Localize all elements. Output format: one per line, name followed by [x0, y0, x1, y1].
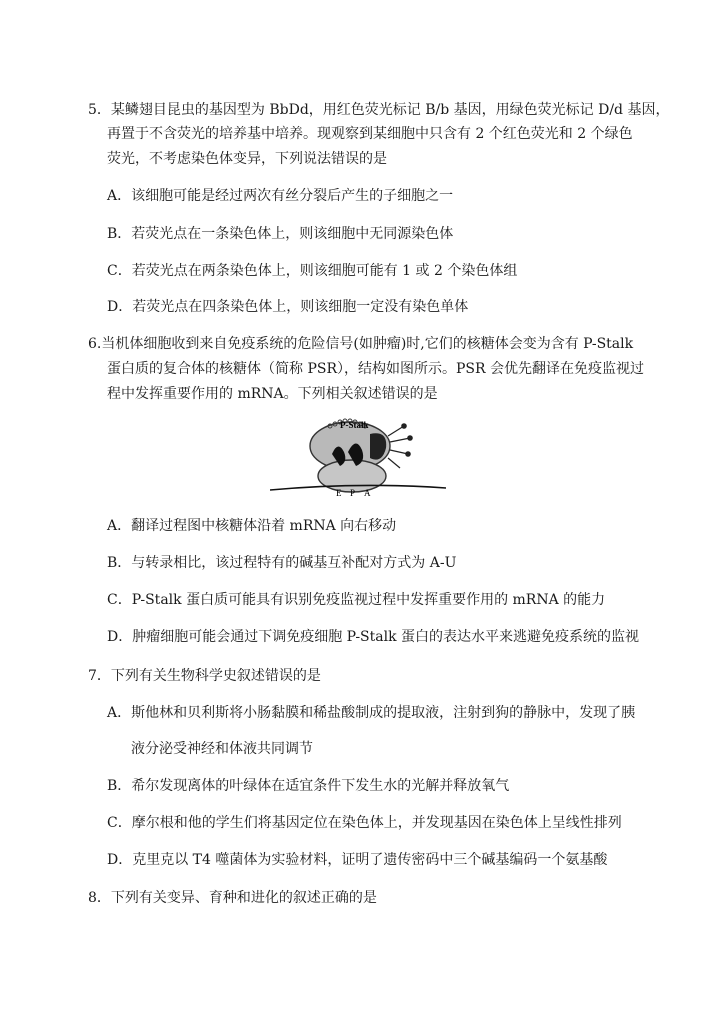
q6-option-b: B．与转录相比，该过程特有的碱基互补配对方式为 A-U	[107, 555, 457, 571]
q5-option-c: C．若荧光点在两条染色体上，则该细胞可能有 1 或 2 个染色体组	[107, 263, 518, 279]
q6-stem-line1: 6.当机体细胞收到来自免疫系统的危险信号(如肿瘤)时,它们的核糖体会变为含有 P-Stalk	[88, 336, 634, 352]
q7-stem: 7．下列有关生物科学史叙述错误的是	[88, 668, 321, 684]
signal-lines	[388, 424, 412, 468]
q7-option-d: D．克里克以 T4 噬菌体为实验材料，证明了遗传密码中三个碱基编码一个氨基酸	[107, 852, 608, 868]
p-stalk-label: P-Stalk	[340, 420, 369, 430]
q6-stem-line3: 程中发挥重要作用的 mRNA。下列相关叙述错误的是	[107, 386, 438, 402]
q7-option-a-line2: 液分泌受神经和体液共同调节	[131, 741, 313, 757]
q5-option-b: B．若荧光点在一条染色体上，则该细胞中无同源染色体	[107, 226, 454, 242]
q6-option-d: D．肿瘤细胞可能会通过下调免疫细胞 P-Stalk 蛋白的表达水平来逃避免疫系统的监视	[107, 629, 640, 645]
ribosome-diagram	[270, 412, 446, 498]
q5-option-a: A．该细胞可能是经过两次有丝分裂后产生的子细胞之一	[107, 188, 454, 204]
ribosome-figure	[270, 412, 446, 498]
site-a-label: A	[364, 488, 371, 498]
q5-option-d: D．若荧光点在四条染色体上，则该细胞一定没有染色单体	[107, 299, 469, 315]
q6-option-a: A．翻译过程图中核糖体沿着 mRNA 向右移动	[107, 518, 397, 534]
site-p-label: P	[350, 488, 356, 498]
q5-stem-line3: 荧光，不考虑染色体变异，下列说法错误的是	[107, 151, 387, 167]
q5-stem-line1: 5．某鳞翅目昆虫的基因型为 BbDd，用红色荧光标记 B/b 基因，用绿色荧光标记 D/d 基因，	[88, 102, 670, 118]
q7-option-a-line1: A．斯他林和贝利斯将小肠黏膜和稀盐酸制成的提取液，注射到狗的静脉中，发现了胰	[107, 705, 636, 721]
q8-stem: 8．下列有关变异、育种和进化的叙述正确的是	[88, 890, 377, 906]
q6-option-c: C．P-Stalk 蛋白质可能具有识别免疫监视过程中发挥重要作用的 mRNA 的能力	[107, 592, 606, 608]
q6-stem-line2: 蛋白质的复合体的核糖体（简称 PSR），结构如图所示。PSR 会优先翻译在免疫监视过	[107, 361, 645, 377]
q5-stem-line2: 再置于不含荧光的培养基中培养。现观察到某细胞中只含有 2 个红色荧光和 2 个绿色	[107, 126, 633, 142]
q7-option-b: B．希尔发现离体的叶绿体在适宜条件下发生水的光解并释放氧气	[107, 778, 510, 794]
q7-option-c: C．摩尔根和他的学生们将基因定位在染色体上，并发现基因在染色体上呈线性排列	[107, 815, 622, 831]
site-e-label: E	[336, 488, 342, 498]
